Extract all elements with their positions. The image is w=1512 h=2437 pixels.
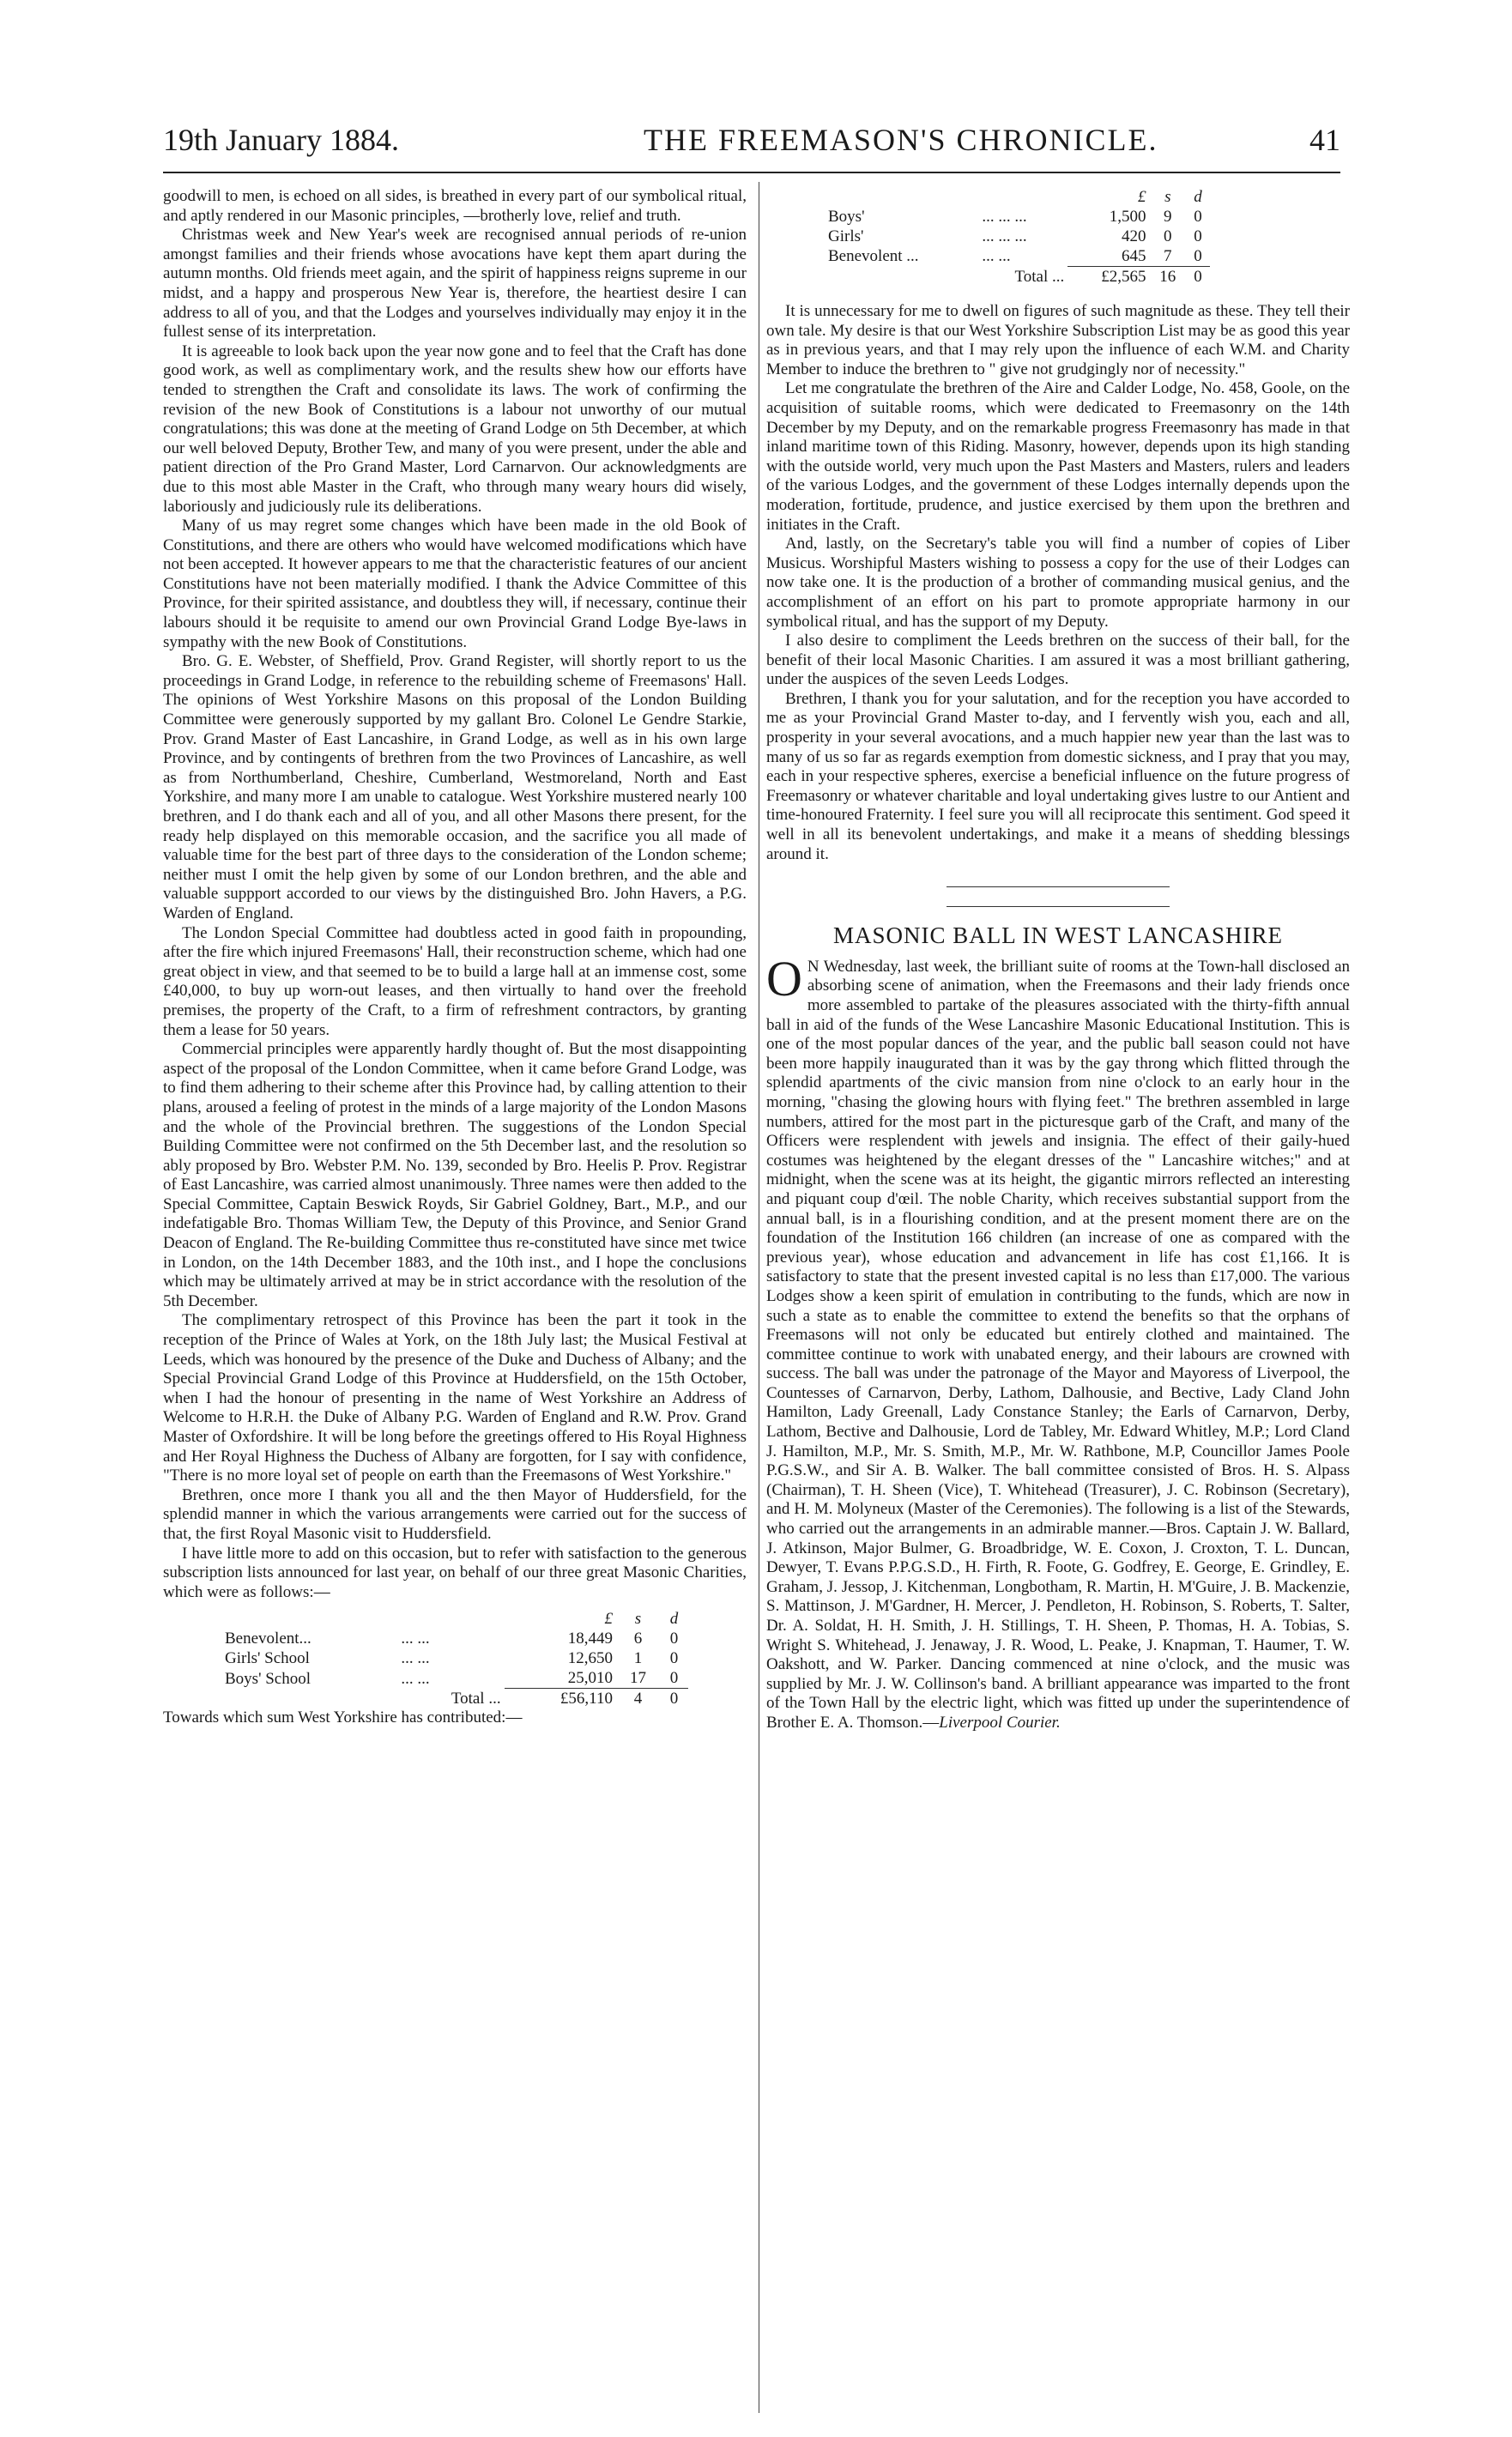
row-dots: ... ... ... [982, 227, 1027, 245]
row-label: Boys' School [225, 1669, 311, 1688]
article-text: N Wednesday, last week, the brilliant suite of rooms at the Town-hall disclosed an absorbing scene of animation, when the Freemasons and their lady friends once more assembled to partake of the pleasures associated with the thirty-fifth annual ball in aid of the funds of the Wese Lancashire Masonic Educational Institution. This is one of the most popular dances of the year, and the public ball season could not have been more happily inaugurated than it was by the gay throng which flitted through the splendid apartments of the civic mansion from nine o'clock to an early hour in the morning, "chasing the glowing hours with flying feet." The brethren assembled in large numbers, attired for the most part in the picturesque garb of the Craft, and many of the Officers were resplendent with jewels and insignia. The effect of their gaily-hued costumes was heightened by the elegant dresses of the " Lancashire witches;" and at midnight, when the scene was at its height, the gigantic mirrors reflected an interesting and piquant coup d'œil. The noble Charity, which receives substantial support from the annual ball, is in a flourishing condition, and at the present moment there are on the foundation of the Institution 166 children (an increase of one as compared with the previous year), whose education and advancement in life has cost £1,166. It is satisfactory to state that the present invested capital is no less than £17,000. The various Lodges show a keen spirit of emulation in contributing to the funds, which are now in such a state as to enable the committee to extend the benefits so that the orphans of Freemasons will not only be educated but entirely clothed and maintained. The committee continue to work with unabated energy, and their labours are crowned with success. The ball was under the patronage of the Mayor and Mayoress of Liverpool, the Countesses of Carnarvon, Derby, Lathom, Dalhousie, and Bective, Lady Cland John Hamilton, Lady Greenall, Lady Constance Stanley; the Earls of Carnarvon, Derby, Lathom, Bective and Dalhousie, Lord de Tabley, Mr. Edward Whitley, M.P.; Lord Cland J. Hamilton, M.P., Mr. S. Smith, M.P., Mr. W. Rathbone, M.P, Councillor James Poole P.G.S.W., and Sir A. B. Walker. The ball committee consisted of Bros. H. S. Alpass (Chairman), T. H. Sheen (Vice), T. Whitehead (Treasurer), J. C. Robinson (Secretary), and H. M. Molyneux (Master of the Ceremonies). The following is a list of the Stewards, who carried out the arrangements in an admirable manner.—Bros. Captain J. W. Ballard, J. Atkinson, Major Bulmer, G. Broadbridge, W. E. Coxon, J. Croxton, T. L. Duncan, Dewyer, T. Evans P.P.G.S.D., H. Firth, R. Foote, G. Godfrey, E. George, E. Grindley, E. Graham, J. Jessop, J. Kitchenman, Longbotham, R. Martin, H. M'Guire, J. B. Mackenzie, S. Mattinson, J. M'Gardner, H. Mercer, J. Pendleton, H. Robinson, S. Roberts, T. Salter, Dr. A. Soldat, H. H. Smith, J. H. Stillings, T. H. Sheen, P. Thomas, H. A. Tobias, S. Wright S. Whitehead, J. Jenaway, J. R. Wood, L. Peake, J. Knapman, T. Haumer, T. W. Oakshott, and W. Parker. Dancing commenced at nine o'clock, and the music was supplied by Mr. J. W. Collinson's band. A brilliant appearance was imparted to the front of the Town Hall by the electric light, which was fitted up under the superintendence of Brother E. A. Thomson.— [766, 957, 1350, 1732]
table-row [825, 207, 1210, 227]
article-body [766, 950, 1350, 1733]
row-label: Girls' [828, 227, 864, 245]
paragraph: Brethren, I thank you for your salutation, and for the reception you have accorded to me as your Provincial Grand Master to-day, and I fervently wish you, each and all, prosperity in your several avocations, and a much happier new year than the last was to many of us so far as regards exemption from domestic sickness, and I pray that you may, each in your respective spheres, exercise a beneficial influence on the future progress of Freemasonry or whatever charitable and loyal undertaking gives lustre to our Antient and time-honoured Fraternity. I feel sure you will all reciprocate this sentiment. God speed it well in all its benevolent undertakings, and make it a means of shedding blessings around it. [766, 689, 1350, 863]
total-shillings: 16 [1149, 267, 1186, 287]
paragraph: And, lastly, on the Secretary's table you will find a number of copies of Liber Musicus. Worshipful Masters wishing to possess a copy for the use of their Lodges can now take one. It is the production of a brother of commanding musical genius, and the accomplishment of an effort on his part to promote appropriate harmony in our symbolical ritual, and has the support of my Deputy. [766, 535, 1350, 631]
row-pence: 0 [669, 1649, 679, 1668]
table-header-cell: £ [604, 1610, 613, 1629]
paragraph: goodwill to men, is echoed on all sides, is breathed in every part of our symbolical ritual, and aptly rendered in our Masonic principles, —brotherly love, relief and truth. [163, 187, 747, 225]
issue-date: 19th January 1884. [163, 123, 399, 157]
row-pence: 0 [1194, 247, 1202, 265]
paragraph: Brethren, once more I thank you all and the then Mayor of Huddersfield, for the splendid manner in which the various arrangements were carried out for the success of that, the first Royal Masonic visit to Huddersfield. [163, 1485, 747, 1543]
row-pounds: 12,650 [567, 1649, 613, 1668]
row-label: Benevolent ... [828, 247, 919, 266]
total-shillings: 4 [616, 1689, 660, 1709]
table-row [825, 246, 1210, 267]
total-pounds: £56,110 [505, 1689, 616, 1709]
charities-table [221, 1609, 688, 1708]
row-pounds: 420 [1121, 227, 1146, 245]
row-pounds: 25,010 [567, 1669, 613, 1688]
table-header-cell: £ [1137, 188, 1146, 206]
total-pence: 0 [1186, 267, 1210, 287]
paragraph: The London Special Committee had doubtless acted in good faith in propounding, after the fire which injured Freemasons' Hall, their reconstruction scheme, which had one great object in view, and that seemed to be to build a large hall at an immense cost, some £40,000, to buy up worn-out leases, and then virtually to hand over the freehold premises, the property of the Craft, to a firm of refreshment contractors, by granting them a lease for 50 years. [163, 923, 747, 1039]
page-header [163, 120, 1340, 160]
row-dots: ... ... [401, 1630, 430, 1648]
table-header [221, 1609, 688, 1629]
section-heading: MASONIC BALL IN WEST LANCASHIRE [832, 922, 1283, 949]
total-pence: 0 [660, 1689, 688, 1709]
row-pounds: 645 [1121, 247, 1146, 265]
paragraph: Let me congratulate the brethren of the Aire and Calder Lodge, No. 458, Goole, on the acquisition of suitable rooms, which were dedicated to Freemasonry on the 14th December by my Deputy, and on the remarkable progress Freemasonry has made in that inland maritime town of this Riding. Masonry, however, depends upon its high standing with the outside world, very much upon the Past Masters and Masters, rulers and leaders of the various Lodges, and the government of these Lodges internally depends upon the moderation, fortitude, prudence, and justice exercised by them upon the brethren and initiates in the Craft. [766, 379, 1350, 534]
section-divider [947, 906, 1170, 907]
row-dots: ... ... ... [982, 208, 1027, 226]
page-number: 41 [1309, 123, 1340, 157]
row-pence: 0 [669, 1630, 679, 1648]
row-label: Benevolent... [225, 1630, 311, 1648]
table-header-cell: s [1164, 188, 1171, 206]
row-shillings: 9 [1164, 208, 1172, 226]
paragraph: The complimentary retrospect of this Province has been the part it took in the reception of the Prince of Wales at York, on the 18th July last; the Musical Festival at Leeds, which was honoured by the presence of the Duke and Duchess of Albany; and the Special Provincial Grand Lodge of this Province at Huddersfield, on the 15th October, when I had the honour of presenting in the name of West Yorkshire an Address of Welcome to H.R.H. the Duke of Albany P.G. Warden of England and R.W. Prov. Grand Master of Oxfordshire. It will be long before the greetings offered to His Royal Highness and Her Royal Highness the Duchess of Albany are forgotten, for I say with confidence, "There is no more loyal set of people on earth than the Freemasons of West Yorkshire." [163, 1311, 747, 1485]
paragraph: It is agreeable to look back upon the year now gone and to feel that the Craft has done good work, as well as complimentary work, and the results shew how our efforts have tended to strengthen the Craft and consolidate its laws. The work of confirming the revision of the new Book of Constitutions is a labour not unworthy of our mutual congratulations; this was done at the meeting of Grand Lodge on 5th December, at which our well beloved Deputy, Brother Tew, and many of you were present, under the able and patient direction of the Pro Grand Master, Lord Carnarvon. Our acknowledgments are due to this most able Master in the Craft, who through many weary hours did wisely, laboriously and judiciously rule its deliberations. [163, 342, 747, 516]
west-yorkshire-table [825, 187, 1210, 287]
article-source: Liverpool Courier. [939, 1713, 1061, 1732]
header-rule [163, 172, 1340, 173]
total-label: Total ... [1014, 267, 1065, 286]
row-shillings: 7 [1164, 247, 1172, 265]
row-shillings: 0 [1164, 227, 1172, 245]
row-pence: 0 [1194, 208, 1202, 226]
row-dots: ... ... [982, 247, 1011, 266]
total-pounds: £2,565 [1067, 267, 1149, 287]
table-header-cell: d [669, 1610, 679, 1629]
row-dots: ... ... [401, 1669, 430, 1688]
table-row [221, 1629, 688, 1648]
row-pounds: 1,500 [1109, 208, 1146, 226]
paragraph: Many of us may regret some changes which have been made in the old Book of Constitutions, and there are others who would have welcomed modifications which have not been accepted. It however appears to me that the characteristic features of our ancient Constitutions have not been materially modified. I thank the Advice Committee of this Province, for their spirited assistance, and doubtless they will, if necessary, continue their labours should it be requisite to amend our own Provincial Grand Lodge Bye-laws in sympathy with the new Book of Constitutions. [163, 517, 747, 651]
row-shillings: 1 [633, 1649, 643, 1668]
paragraph: Christmas week and New Year's week are recognised annual periods of re-union amongst families and their friends whose avocations have kept them apart during the autumn months. Old friends meet again, and the spirit of happiness reigns supreme in our midst, and a happy and prosperous New Year is, therefore, the heartiest desire I can address to all of you, and that the Lodges and yourselves individually may enjoy it in the fullest sense of its interpretation. [163, 226, 747, 342]
section-divider [947, 886, 1170, 887]
left-column [163, 187, 747, 1728]
paragraph: It is unnecessary for me to dwell on figures of such magnitude as these. They tell their own tale. My desire is that our West Yorkshire Subscription List may be as good this year as in previous years, and that I may rely upon the influence of each W.M. and Charity Member to induce the brethren to " give not grudgingly nor of necessity." [766, 302, 1350, 378]
paragraph: Commercial principles were apparently hardly thought of. But the most disappointing aspect of the proposal of the London Committee, when it came before Grand Lodge, was to find them adhering to their scheme after this Province had, by calling attention to their plans, aroused a feeling of protest in the minds of a large majority of the London Masons and the whole of the Provincial brethren. The suggestions of the London Special Building Committee were not confirmed on the 5th December last, and the resolution so ably proposed by Bro. Webster P.M. No. 139, seconded by Bro. Heelis P. Prov. Registrar of East Lancashire, was carried almost unanimously. Three names were then added to the Special Committee, Captain Beswick Royds, Sir Gabriel Goldney, Bart., M.P., and our indefatigable Bro. Thomas William Tew, the Deputy of this Province, and Senior Grand Deacon of England. The Re-building Committee thus re-constituted have since met twice in London, on the 14th December 1883, and the 10th inst., and I hope the conclusions which may be ultimately arrived at may be in strict accordance with the resolution of the 5th December. [163, 1040, 747, 1310]
table-row [221, 1668, 688, 1689]
table-header-cell: s [634, 1610, 642, 1629]
table-header [825, 187, 1210, 207]
row-shillings: 17 [629, 1669, 646, 1688]
right-column [766, 187, 1350, 1733]
row-dots: ... ... [401, 1649, 430, 1668]
row-label: Girls' School [225, 1649, 310, 1668]
table-header-cell: d [1194, 188, 1202, 206]
row-label: Boys' [828, 208, 865, 226]
row-pounds: 18,449 [567, 1630, 613, 1648]
table-row [221, 1648, 688, 1668]
paragraph: I also desire to compliment the Leeds brethren on the success of their ball, for the benefit of their local Masonic Charities. I am assured it was a most brilliant gathering, under the auspices of the seven Leeds Lodges. [766, 632, 1350, 689]
trailing-line: Towards which sum West Yorkshire has contributed:— [163, 1708, 523, 1727]
drop-cap: O [766, 950, 802, 1007]
paragraph: I have little more to add on this occasion, but to refer with satisfaction to the generous subscription lists announced for last year, on behalf of our three great Masonic Charities, which were as follows:— [163, 1544, 747, 1601]
table-total-row [825, 267, 1210, 287]
table-row [825, 227, 1210, 246]
masthead-title: THE FREEMASON'S CHRONICLE. [644, 123, 1158, 157]
paragraph: Bro. G. E. Webster, of Sheffield, Prov. Grand Register, will shortly report to us the proceedings in Grand Lodge, in reference to the rebuilding scheme of Freemasons' Hall. The opinions of West Yorkshire Masons on this proposal of the London Building Committee were generously supported by my gallant Bro. Colonel Le Gendre Starkie, Prov. Grand Master of East Lancashire, in Grand Lodge, as well as in his own large Province, and by contingents of brethren from the two Provinces of Lancashire, as well as from Northumberland, Cheshire, Cumberland, Westmoreland, North and East Yorkshire, and many more I am unable to catalogue. West Yorkshire mustered nearly 100 brethren, and I do thank each and all of you, and all other Masons there present, for the ready help displayed on this memorable occasion, and the sacrifice you all made of valuable time for the best part of three days to the consideration of the London scheme; neither must I omit the help given by some of our London brethren, and the able and valuable suppport accorded to our views by the distinguished Bro. John Havers, a P.G. Warden of England. [163, 652, 747, 922]
total-label: Total ... [451, 1690, 501, 1708]
table-total-row [221, 1689, 688, 1709]
row-pence: 0 [669, 1669, 679, 1688]
row-pence: 0 [1194, 227, 1202, 245]
row-shillings: 6 [633, 1630, 643, 1648]
